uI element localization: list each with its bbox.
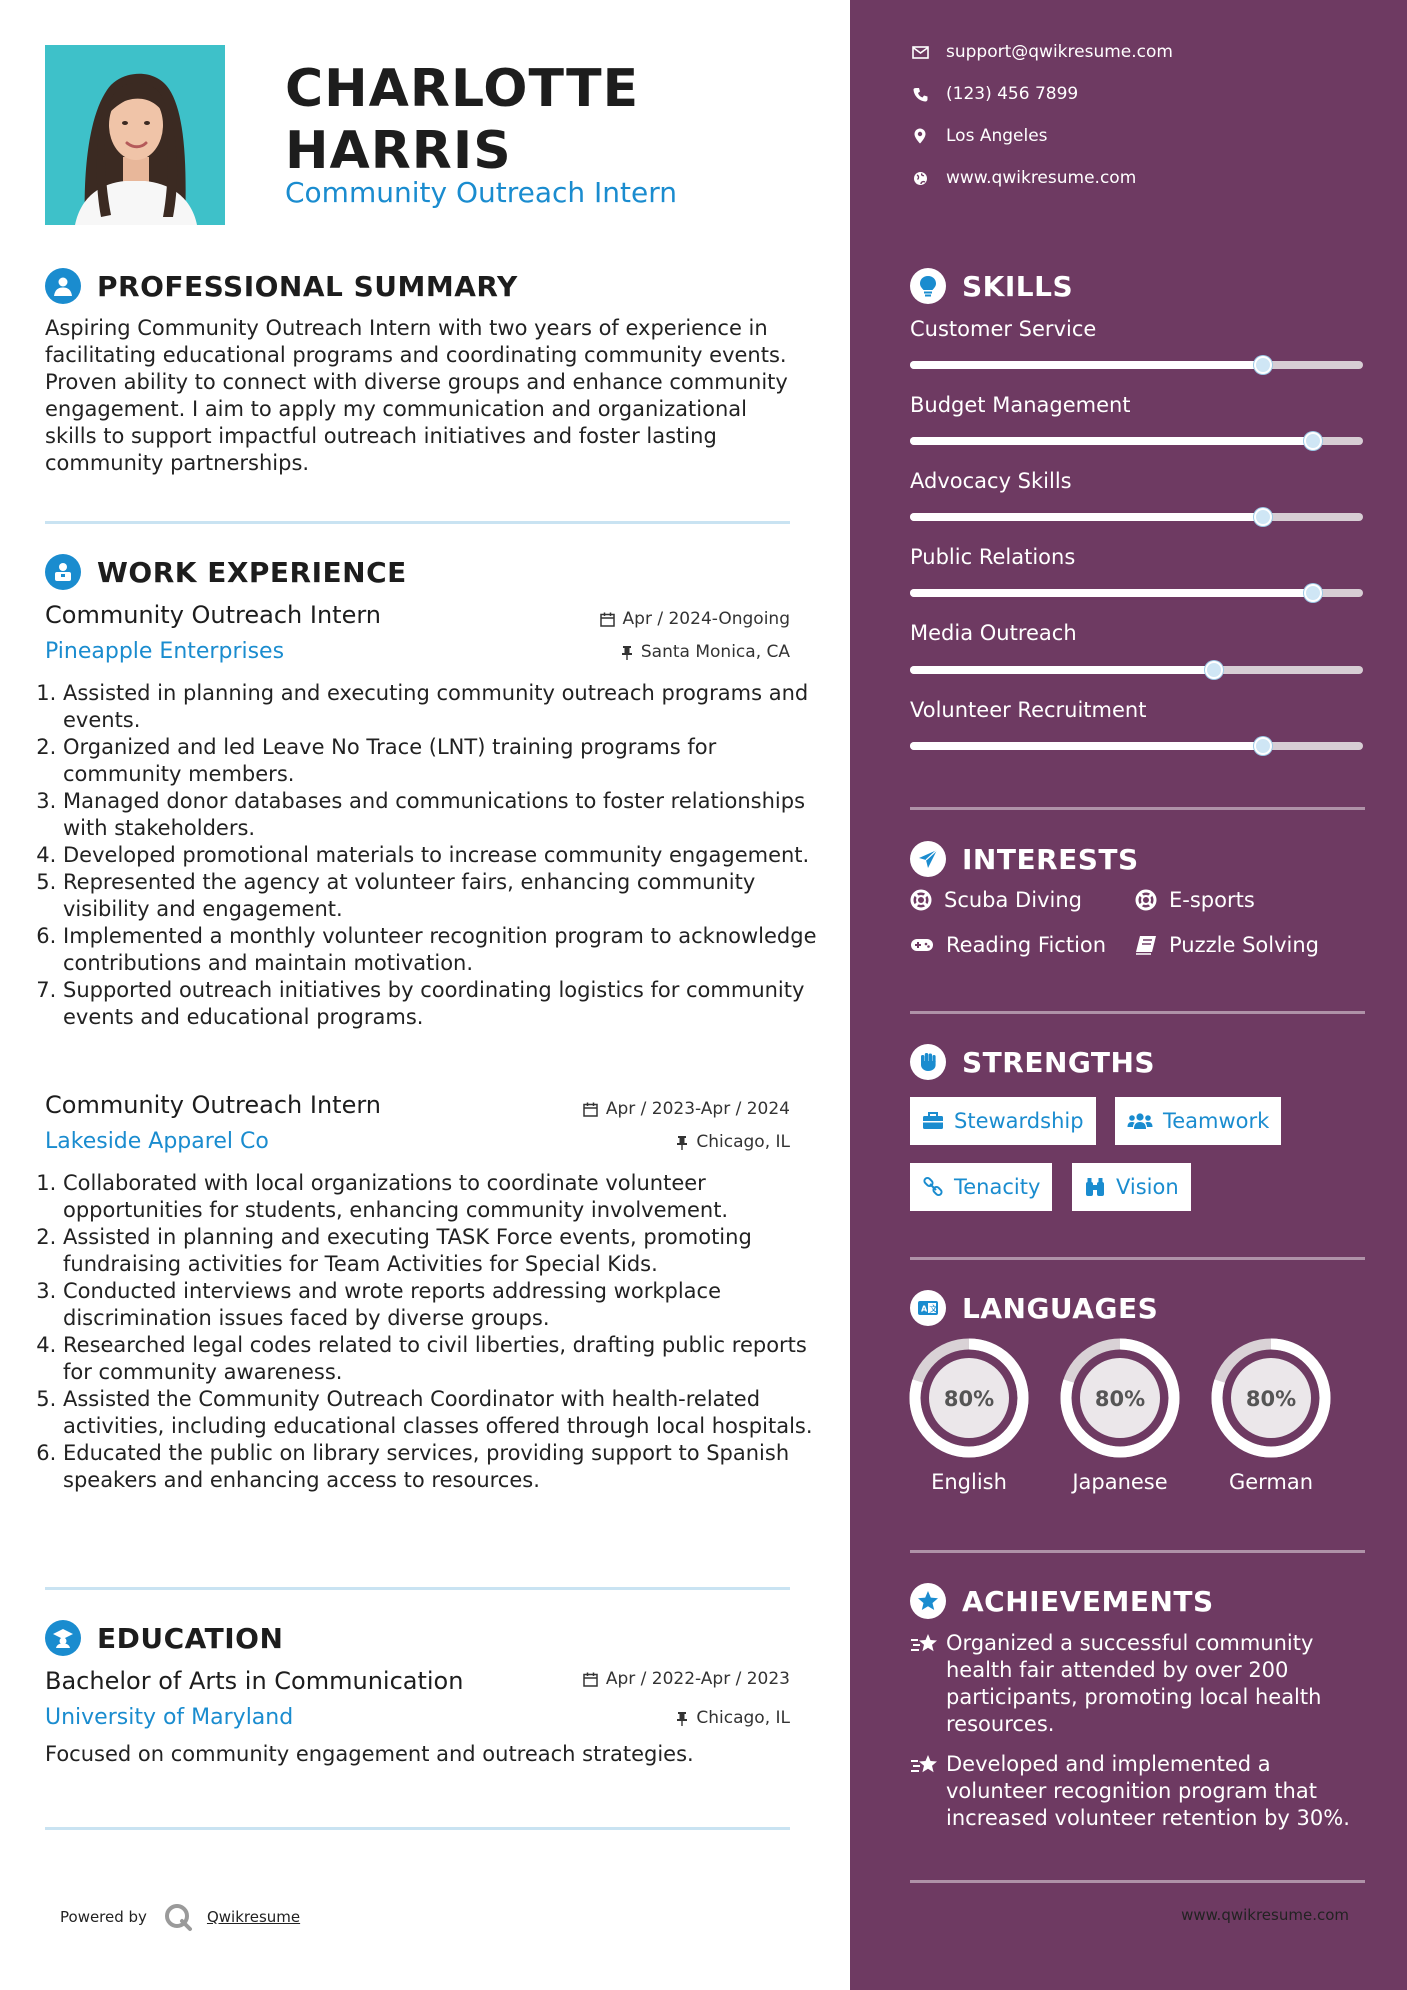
job-bullet: 4. Developed promotional materials to increase community engagement.	[63, 842, 818, 869]
skill-bar	[910, 666, 1363, 674]
education-description: Focused on community engagement and outreach strategies.	[45, 1742, 694, 1766]
job-location	[621, 642, 790, 662]
star-badge-icon	[910, 1583, 946, 1619]
skill-label: Advocacy Skills	[910, 469, 1072, 493]
summary-header	[45, 268, 518, 304]
skill-bar	[910, 361, 1363, 369]
achievement-item	[910, 1751, 1365, 1832]
language-ring	[1209, 1336, 1333, 1460]
powered-by-label: Powered by	[60, 1908, 147, 1926]
language-percent: 80%	[943, 1387, 995, 1411]
calendar-icon	[600, 612, 615, 627]
skill-bar-knob	[1254, 508, 1272, 526]
job-date-text: Apr / 2023-Apr / 2024	[605, 1099, 790, 1119]
pin-icon	[676, 1711, 688, 1726]
summary-heading: PROFESSIONAL SUMMARY	[97, 269, 518, 303]
skills-header	[910, 268, 1073, 304]
sidebar-divider	[910, 1550, 1365, 1553]
job-location-text: Santa Monica, CA	[640, 642, 790, 662]
strength-chip	[910, 1097, 1096, 1145]
achievement-text: Developed and implemented a volunteer recognition program that increased volunteer retention by 30%.	[946, 1752, 1350, 1830]
education-date	[583, 1669, 790, 1689]
skill-label: Customer Service	[910, 317, 1097, 341]
strength-chip	[1072, 1163, 1191, 1211]
job-bullet: 3. Conducted interviews and wrote reports addressing workplace discrimination issues faced by diverse groups.	[63, 1278, 818, 1332]
interest-label: E-sports	[1169, 888, 1255, 912]
language-ring	[907, 1336, 1031, 1460]
skill-bar-fill	[910, 589, 1313, 597]
map-marker-icon	[910, 128, 930, 144]
svg-text:文: 文	[929, 1304, 938, 1314]
sidebar	[850, 0, 1407, 1990]
language-icon	[910, 1290, 946, 1326]
skills-heading: SKILLS	[962, 269, 1074, 303]
skill-label: Budget Management	[910, 393, 1131, 417]
sidebar-divider	[910, 1880, 1365, 1883]
binoculars-icon	[1084, 1177, 1106, 1197]
job-bullets	[45, 680, 818, 1031]
contact-email	[910, 42, 1173, 62]
pin-icon	[621, 645, 633, 660]
job-location-text: Chicago, IL	[696, 1132, 790, 1152]
language-name: German	[1228, 1470, 1314, 1494]
name-line-2: HARRIS	[285, 121, 512, 181]
strength-chip	[1115, 1097, 1281, 1145]
summary-text: Aspiring Community Outreach Intern with two years of experience in facilitating educational programs and coordinating community events. Proven ability to connect with diverse groups and enhance community engagement. I aim to apply my communication and organizational skills to support impactful outreach initiatives and foster lasting community partnerships.	[45, 316, 788, 475]
lightbulb-icon	[910, 268, 946, 304]
graduation-icon	[45, 1620, 81, 1656]
job-bullet: 7. Supported outreach initiatives by coordinating logistics for community events and educational programs.	[63, 977, 818, 1031]
strength-label: Teamwork	[1163, 1109, 1270, 1133]
languages-heading: LANGUAGES	[962, 1291, 1159, 1325]
job-date	[600, 609, 790, 629]
life-ring-icon	[910, 889, 932, 911]
job-bullet: 1. Collaborated with local organizations to coordinate volunteer opportunities for students, enhancing community involvement.	[63, 1170, 818, 1224]
qwikresume-logo-icon	[163, 1902, 193, 1932]
star-icon	[910, 1751, 946, 1832]
briefcase-icon	[922, 1112, 944, 1130]
job-date	[583, 1099, 790, 1119]
profile-photo	[45, 45, 225, 225]
skill-bar	[910, 513, 1363, 521]
job-bullet: 2. Assisted in planning and executing TASK Force events, promoting fundraising activities for Team Activities for Special Kids.	[63, 1224, 818, 1278]
degree-title: Bachelor of Arts in Communication	[45, 1667, 464, 1695]
language-name: Japanese	[1072, 1470, 1168, 1494]
experience-heading: WORK EXPERIENCE	[97, 555, 407, 589]
strength-label: Tenacity	[954, 1175, 1041, 1199]
contact-phone-text: (123) 456 7899	[946, 84, 1079, 104]
interest-label: Scuba Diving	[944, 888, 1082, 912]
language-item	[1209, 1336, 1333, 1494]
gamepad-icon	[910, 937, 934, 953]
job-date-text: Apr / 2024-Ongoing	[622, 609, 790, 629]
job-company: Lakeside Apparel Co	[45, 1129, 269, 1154]
skill-label: Volunteer Recruitment	[910, 698, 1147, 722]
experience-header	[45, 554, 407, 590]
interest-label: Reading Fiction	[946, 933, 1107, 957]
job-bullet: 5. Represented the agency at volunteer fairs, enhancing community visibility and engagement.	[63, 869, 818, 923]
strength-label: Stewardship	[954, 1109, 1084, 1133]
skill-bar	[910, 742, 1363, 750]
skill-bar-knob	[1304, 584, 1322, 602]
envelope-icon	[910, 46, 930, 59]
phone-icon	[910, 87, 930, 102]
interest-item	[1135, 933, 1319, 957]
language-name: English	[931, 1470, 1007, 1494]
contact-website	[910, 168, 1136, 188]
contact-website-text[interactable]: www.qwikresume.com	[946, 168, 1137, 188]
skill-bar-fill	[910, 437, 1313, 445]
language-item	[907, 1336, 1031, 1494]
education-date-text: Apr / 2022-Apr / 2023	[605, 1669, 790, 1689]
section-divider	[45, 521, 790, 524]
qwikresume-link[interactable]: Qwikresume	[206, 1908, 301, 1926]
candidate-name	[285, 58, 805, 182]
skill-label: Media Outreach	[910, 621, 1077, 645]
globe-icon	[910, 171, 930, 186]
interests-header	[910, 841, 1139, 877]
sidebar-divider	[910, 1011, 1365, 1014]
skill-bar-fill	[910, 513, 1263, 521]
job-bullet: 6. Educated the public on library services, providing support to Spanish speakers and enhancing access to resources.	[63, 1440, 818, 1494]
skill-bar	[910, 589, 1363, 597]
language-percent: 80%	[1094, 1387, 1146, 1411]
paper-plane-icon	[910, 841, 946, 877]
sidebar-divider	[910, 807, 1365, 810]
sidebar-divider	[910, 1257, 1365, 1260]
name-line-1: CHARLOTTE	[285, 59, 640, 119]
section-divider	[45, 1587, 790, 1590]
contact-location-text: Los Angeles	[946, 126, 1048, 146]
strength-chip	[910, 1163, 1052, 1211]
achievements-heading: ACHIEVEMENTS	[962, 1584, 1214, 1618]
strength-label: Vision	[1116, 1175, 1179, 1199]
users-icon	[1127, 1112, 1153, 1130]
skill-bar	[910, 437, 1363, 445]
calendar-icon	[583, 1102, 598, 1117]
strengths-heading: STRENGTHS	[962, 1045, 1156, 1079]
job-bullet: 3. Managed donor databases and communications to foster relationships with stakeholders.	[63, 788, 818, 842]
job-title: Community Outreach Intern	[45, 601, 382, 629]
skill-label: Public Relations	[910, 545, 1076, 569]
link-icon	[922, 1176, 944, 1198]
job-bullet: 2. Organized and led Leave No Trace (LNT) training programs for community members.	[63, 734, 818, 788]
language-ring	[1058, 1336, 1182, 1460]
life-ring-icon	[1135, 889, 1157, 911]
education-location	[676, 1708, 790, 1728]
job-company: Pineapple Enterprises	[45, 639, 285, 664]
interest-item	[910, 888, 1082, 912]
skill-bar-knob	[1304, 432, 1322, 450]
calendar-icon	[583, 1672, 598, 1687]
job-bullet: 4. Researched legal codes related to civil liberties, drafting public reports for community awareness.	[63, 1332, 818, 1386]
skill-bar-fill	[910, 361, 1263, 369]
section-divider	[45, 1827, 790, 1830]
interests-heading: INTERESTS	[962, 842, 1139, 876]
education-location-text: Chicago, IL	[696, 1708, 790, 1728]
fist-icon	[910, 1044, 946, 1080]
skill-bar-knob	[1254, 737, 1272, 755]
languages-header	[910, 1290, 1158, 1326]
interest-item	[1135, 888, 1255, 912]
language-item	[1058, 1336, 1182, 1494]
interest-label: Puzzle Solving	[1169, 933, 1319, 957]
achievement-text: Organized a successful community health fair attended by over 200 participants, promoting local health resources.	[946, 1631, 1322, 1736]
job-bullet: 5. Assisted the Community Outreach Coordinator with health-related activities, including educational classes offered through local hospitals.	[63, 1386, 818, 1440]
user-icon	[45, 268, 81, 304]
skill-bar-knob	[1254, 356, 1272, 374]
job-bullet: 1. Assisted in planning and executing community outreach programs and events.	[63, 680, 818, 734]
footer-url[interactable]: www.qwikresume.com	[1181, 1906, 1349, 1924]
interest-item	[910, 933, 1106, 957]
svg-text:A: A	[921, 1304, 928, 1314]
star-icon	[910, 1630, 946, 1738]
skill-bar-knob	[1205, 661, 1223, 679]
book-icon	[1135, 935, 1157, 955]
strengths-header	[910, 1044, 1155, 1080]
powered-by	[60, 1902, 300, 1932]
language-percent: 80%	[1245, 1387, 1297, 1411]
job-bullets	[45, 1170, 818, 1494]
contact-email-text[interactable]: support@qwikresume.com	[946, 42, 1173, 62]
achievement-item	[910, 1630, 1365, 1738]
skill-bar-fill	[910, 742, 1263, 750]
skill-bar-fill	[910, 666, 1214, 674]
contact-location	[910, 126, 1048, 146]
job-title: Community Outreach Intern	[45, 1091, 382, 1119]
education-heading: EDUCATION	[97, 1621, 284, 1655]
job-location	[676, 1132, 790, 1152]
education-header	[45, 1620, 283, 1656]
candidate-title: Community Outreach Intern	[285, 176, 678, 209]
achievements-header	[910, 1583, 1214, 1619]
briefcase-user-icon	[45, 554, 81, 590]
contact-phone	[910, 84, 1078, 104]
pin-icon	[676, 1135, 688, 1150]
school-name: University of Maryland	[45, 1705, 294, 1730]
job-bullet: 6. Implemented a monthly volunteer recognition program to acknowledge contributions and maintain motivation.	[63, 923, 818, 977]
